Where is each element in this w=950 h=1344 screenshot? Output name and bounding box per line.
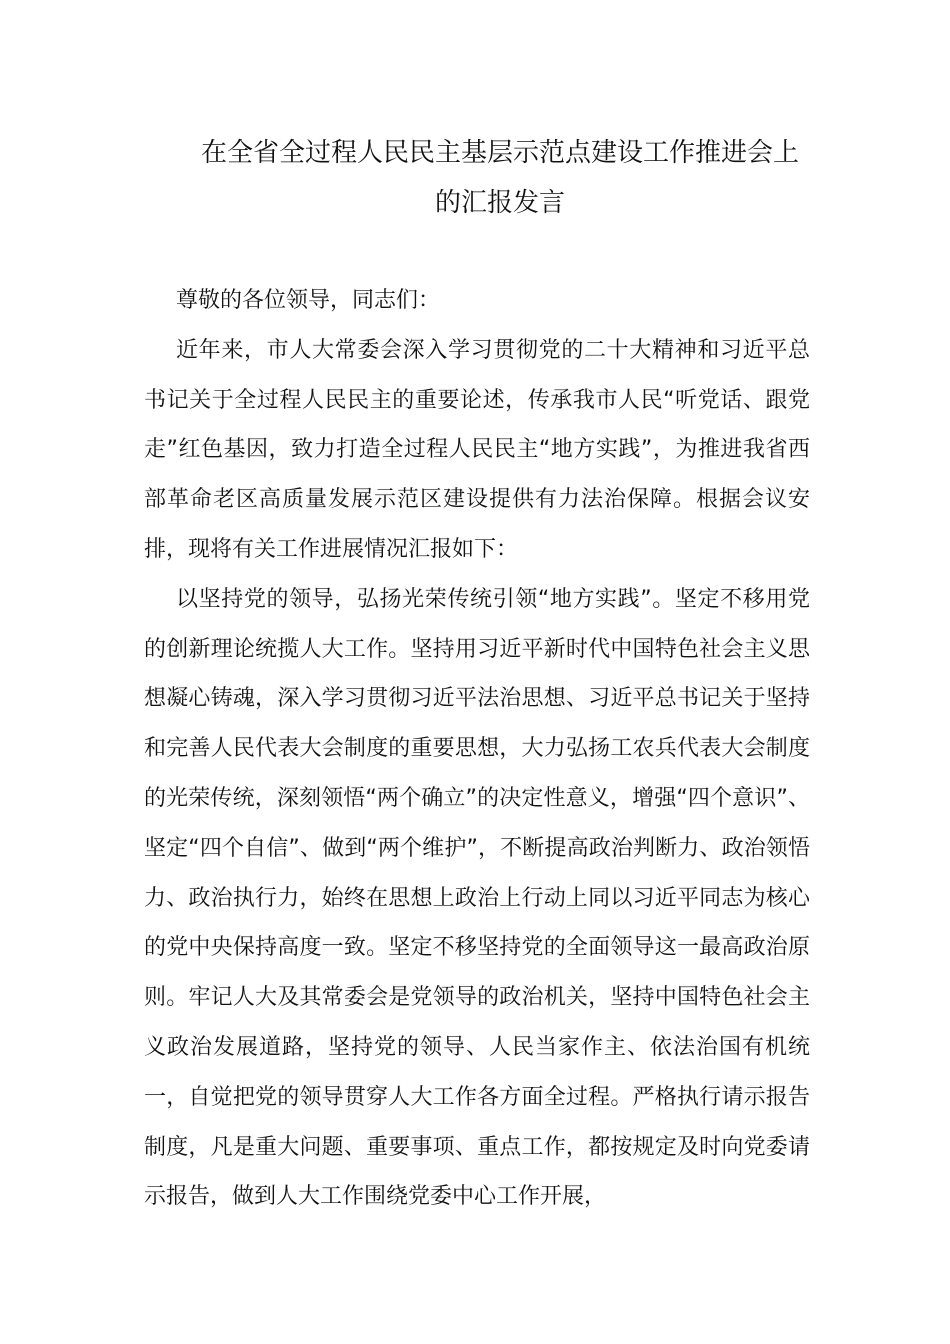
title-line-2: 的汇报发言	[434, 188, 565, 218]
paragraph-intro: 近年来，市人大常委会深入学习贯彻党的二十大精神和习近平总书记关于全过程人民民主的重要论述，传承我市人民“听党话、跟党走”红色基因，致力打造全过程人民民主“地方实践”，为推进我省西部革命老区高质量发展示范区建设提供有力法治保障。根据会议安排，现将有关工作进展情况汇报如下：	[144, 337, 810, 562]
document-body	[144, 276, 810, 1222]
paragraph-party-leadership: 以坚持党的领导，弘扬光荣传统引领“地方实践”。坚定不移用党的创新理论统揽人大工作。坚持用习近平新时代中国特色社会主义思想凝心铸魂，深入学习贯彻习近平法治思想、习近平总书记关于坚持和完善人民代表大会制度的重要思想，大力弘扬工农兵代表大会制度的光荣传统，深刻领悟“两个确立”的决定性意义，增强“四个意识”、坚定“四个自信”、做到“两个维护”，不断提高政治判断力、政治领悟力、政治执行力，始终在思想上政治上行动上同以习近平同志为核心的党中央保持高度一致。坚定不移坚持党的全面领导这一最高政治原则。牢记人大及其常委会是党领导的政治机关，坚持中国特色社会主义政治发展道路，坚持党的领导、人民当家作主、依法治国有机统一，自觉把党的领导贯穿人大工作各方面全过程。严格执行请示报告制度，凡是重大问题、重要事项、重点工作，都按规定及时向党委请示报告，做到人大工作围绕党委中心工作开展，	[144, 586, 810, 1210]
title-line-1: 在全省全过程人民民主基层示范点建设工作推进会上	[200, 138, 799, 168]
document-title	[130, 128, 870, 228]
salutation: 尊敬的各位领导，同志们：	[176, 288, 441, 313]
